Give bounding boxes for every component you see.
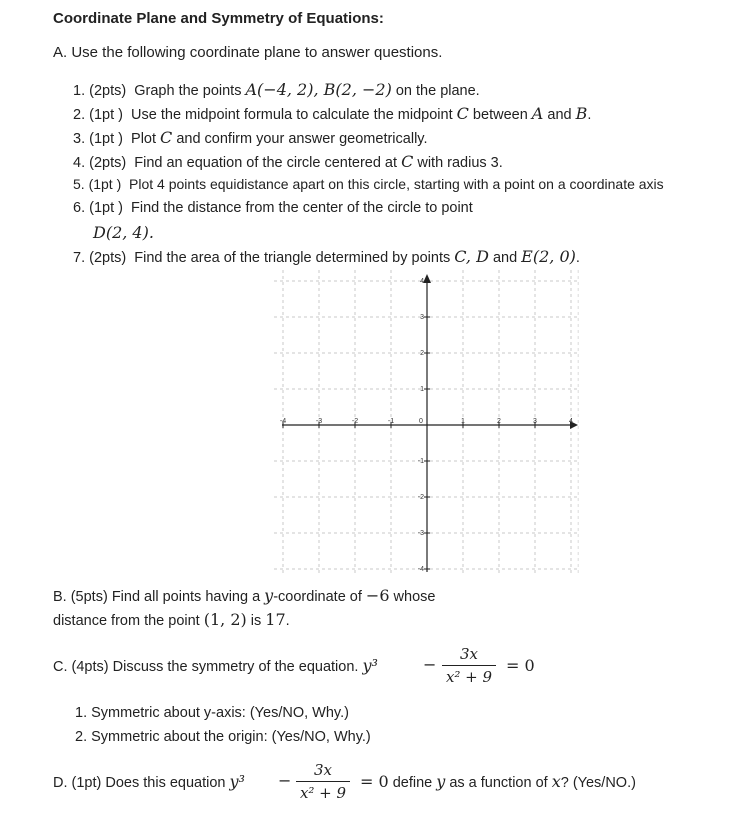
y-tick-label: -2 [417, 494, 424, 501]
question-5: 5. (1pt ) Plot 4 points equidistance apart on this circle, starting with a point on a coordinate axis [73, 176, 664, 192]
y-tick-label: 1 [420, 386, 424, 393]
question-6: 6. (1pt ) Find the distance from the center of the circle to point [73, 200, 473, 216]
section-c-numerator: 3x [459, 645, 478, 663]
section-c-rhs: = 0 [506, 656, 535, 675]
section-d-prompt: D. (1pt) Does this equation y³ [53, 772, 245, 791]
y-tick-label: 3 [420, 314, 424, 321]
y-axis-arrow [423, 274, 431, 283]
question-6-point: D(2, 4). [93, 223, 154, 242]
x-tick-label: -1 [387, 418, 395, 425]
fraction-bar [442, 665, 496, 666]
section-c-fraction [442, 645, 496, 686]
question-7: 7. (2pts) Find the area of the triangle determined by points C, D and E(2, 0). [73, 247, 580, 266]
section-c-sub2: 2. Symmetric about the origin: (Yes/NO, Why.) [75, 729, 371, 745]
section-c-sub1: 1. Symmetric about y-axis: (Yes/NO, Why.) [75, 705, 349, 721]
page-title: Coordinate Plane and Symmetry of Equations: [53, 10, 384, 27]
y-tick-label: -4 [417, 566, 424, 573]
x-tick-label: 4 [569, 418, 573, 425]
section-d-numerator: 3x [313, 761, 332, 779]
x-tick-label: 3 [533, 418, 537, 425]
section-c-minus: − [423, 655, 437, 674]
x-tick-label: 0 [419, 418, 423, 425]
section-d-minus: − [278, 771, 292, 790]
question-4: 4. (2pts) Find an equation of the circle centered at C with radius 3. [73, 152, 503, 171]
x-tick-label: -3 [315, 418, 323, 425]
section-c-denominator: x² + 9 [445, 668, 493, 686]
section-a-heading: A. Use the following coordinate plane to answer questions. [53, 44, 443, 61]
section-d-rest: = 0 define y as a function of x? (Yes/NO.) [360, 772, 636, 791]
y-tick-label: 2 [420, 350, 424, 357]
y-tick-label: 4 [420, 278, 424, 285]
x-tick-label: -4 [279, 418, 287, 425]
question-1: 1. (2pts) Graph the points A(−4, 2), B(2, −2) on the plane. [73, 80, 480, 99]
x-tick-label: 1 [461, 418, 465, 425]
question-2: 2. (1pt ) Use the midpoint formula to calculate the midpoint C between A and B. [73, 104, 592, 123]
y-tick-label: -1 [417, 458, 424, 465]
section-b-line2: distance from the point (1, 2) is 17. [53, 610, 290, 629]
coordinate-plane [272, 268, 582, 578]
x-tick-label: -2 [351, 418, 359, 425]
y-tick-label: -3 [417, 530, 424, 537]
section-c-prompt: C. (4pts) Discuss the symmetry of the equation. y³ [53, 656, 378, 675]
question-3: 3. (1pt ) Plot C and confirm your answer geometrically. [73, 128, 428, 147]
section-d-denominator: x² + 9 [299, 784, 347, 802]
section-b-line1: B. (5pts) Find all points having a y-coordinate of −6 whose [53, 586, 436, 605]
x-tick-label: 2 [497, 418, 501, 425]
fraction-bar [296, 781, 350, 782]
section-d-fraction [296, 761, 350, 802]
